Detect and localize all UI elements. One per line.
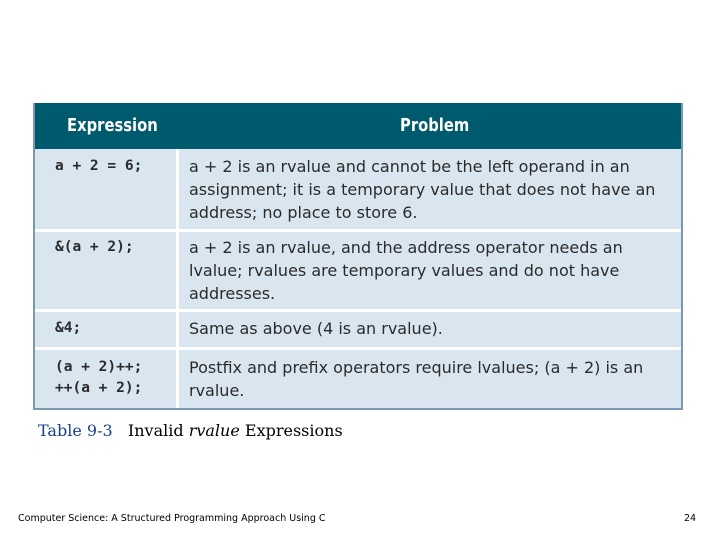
row-2-expression: &(a + 2); — [55, 239, 134, 255]
row-1-problem: a + 2 is an rvalue and cannot be the left operand in an assignment; it is a temporary value that does not have an address; no place to store 6. — [189, 157, 656, 222]
table-caption — [38, 421, 343, 440]
row-3-expression: &4; — [55, 320, 82, 336]
row-3-problem: Same as above (4 is an rvalue). — [189, 319, 443, 338]
caption-label: Table 9-3 — [38, 421, 113, 440]
row-4-expression-2: ++(a + 2); — [55, 380, 143, 396]
footer-book-title: Computer Science: A Structured Programming Approach Using C — [18, 513, 326, 524]
invalid-rvalue-table — [33, 103, 683, 410]
column-divider — [176, 149, 179, 408]
table-header — [35, 103, 681, 149]
row-4-expression-1: (a + 2)++; — [55, 359, 143, 375]
row-4-problem: Postfix and prefix operators require lvalues; (a + 2) is an rvalue. — [189, 358, 644, 400]
row-2-problem: a + 2 is an rvalue, and the address operator needs an lvalue; rvalues are temporary values and do not have addresses. — [189, 238, 623, 303]
caption-text-before: Invalid — [127, 421, 189, 440]
header-expression: Expression — [67, 115, 158, 136]
row-1-expression: a + 2 = 6; — [55, 158, 143, 174]
row-divider — [35, 229, 681, 232]
caption-text-italic: rvalue — [188, 421, 240, 440]
page-number: 24 — [684, 513, 697, 524]
header-problem: Problem — [400, 115, 470, 136]
row-divider — [35, 309, 681, 312]
row-divider — [35, 347, 681, 350]
caption-text-after: Expressions — [239, 421, 343, 440]
